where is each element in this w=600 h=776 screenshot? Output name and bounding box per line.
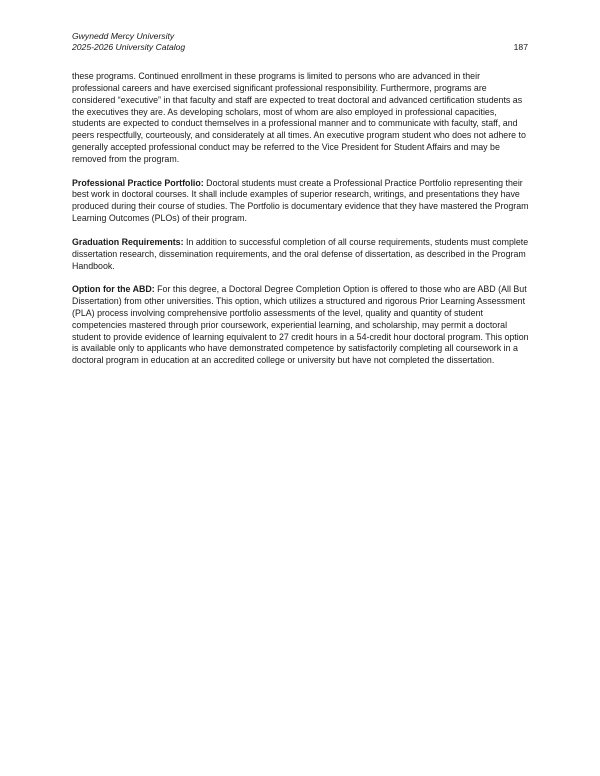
paragraph-professional-practice-portfolio — [72, 178, 530, 225]
paragraph-heading: Graduation Requirements: — [72, 236, 184, 247]
paragraph-executive-conduct — [72, 71, 530, 166]
page-number: 187 — [513, 42, 528, 52]
paragraph-heading: Professional Practice Portfolio: — [72, 177, 204, 188]
paragraph-text: In addition to successful completion of all course requirements, students must complete dissertation research, dissemination requirements, and the oral defense of dissertation, as described in the Program Handbook. — [72, 236, 529, 271]
paragraph-text: Doctoral students must create a Professional Practice Portfolio representing their best work in doctoral courses. It shall include examples of superior research, writings, and presentations they have produced during their course of studies. The Portfolio is documentary evidence that they have mastered the Program Learning Outcomes (PLOs) of their program. — [72, 177, 529, 224]
page-header — [72, 31, 528, 53]
header-institution: Gwynedd Mercy University — [72, 31, 175, 41]
paragraph-text: these programs. Continued enrollment in these programs is limited to persons who are advanced in their professional careers and have exercised significant professional responsibility. Furthermore, programs are considered “executive” in that faculty and staff are expected to treat doctoral and advanced certification students as the executives they are. As developing scholars, most of whom are also employed in professional capacities, students are expected to conduct themselves in a professional manner and to communicate with faculty, staff, and peers respectfully, courteously, and considerately at all times. An executive program student who does not adhere to generally accepted professional conduct may be referred to the Vice President for Student Affairs and may be removed from the program. — [72, 71, 526, 164]
body-text — [72, 71, 530, 379]
paragraph-text: For this degree, a Doctoral Degree Completion Option is offered to those who are ABD (All But Dissertation) from other universities. This option, which utilizes a structured and rigorous Prior Learning Assessment (PLA) process involving comprehensive portfolio assessments of the level, quality and quantity of student competencies mastered through prior coursework, experiential learning, and scholarship, may permit a doctoral student to provide evidence of learning equivalent to 27 credit hours in a 54-credit hour doctoral program. This option is available only to applicants who have demonstrated competence by satisfactorily completing all coursework in a doctoral program in education at an accredited college or university but have not completed the dissertation. — [72, 284, 529, 366]
header-catalog-title: 2025-2026 University Catalog — [72, 42, 186, 52]
paragraph-graduation-requirements — [72, 237, 530, 273]
paragraph-option-for-abd — [72, 284, 530, 367]
paragraph-heading: Option for the ABD: — [72, 284, 155, 295]
